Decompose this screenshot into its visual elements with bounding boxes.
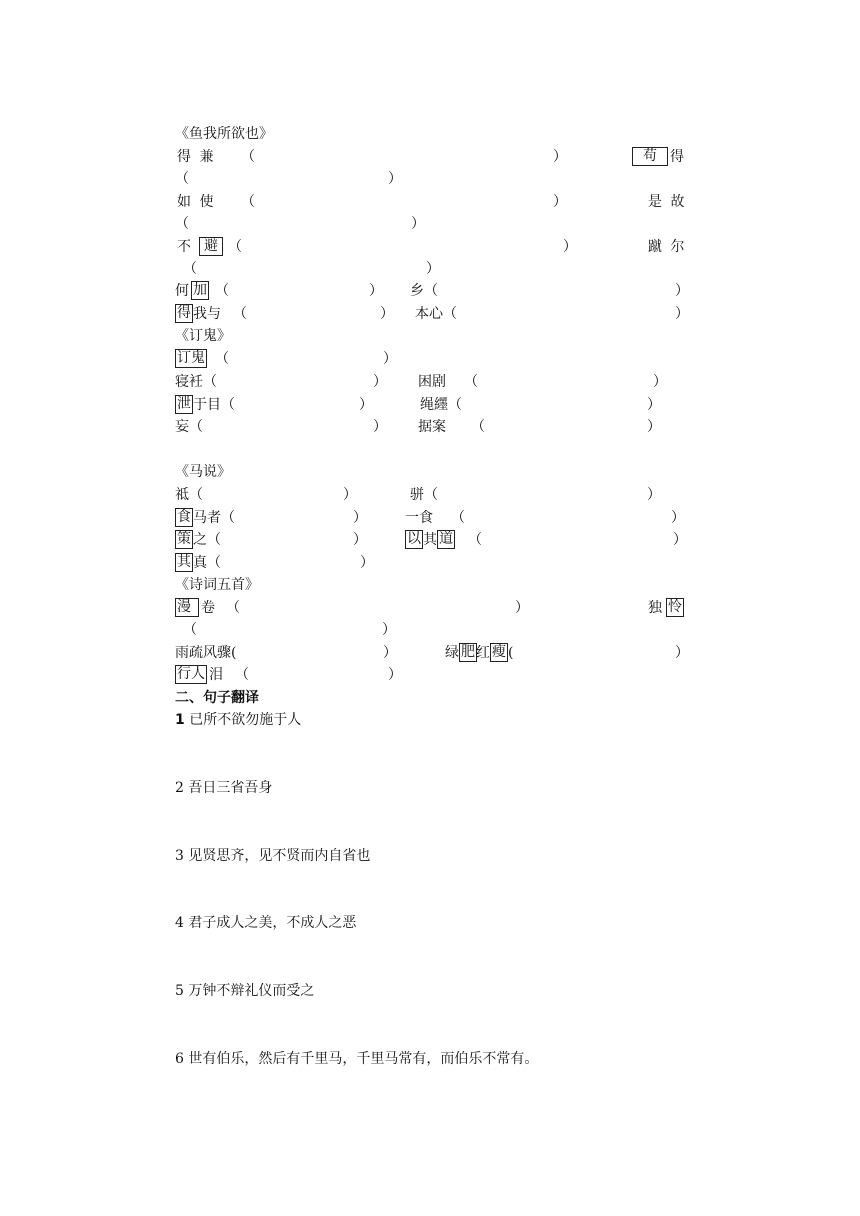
close-paren: ） <box>373 374 387 390</box>
close-paren: ） <box>382 622 396 638</box>
close-paren: ） <box>360 555 374 571</box>
vocab-row <box>175 485 687 505</box>
vocab-term: 乡（ <box>410 283 438 299</box>
close-paren: ） <box>675 306 689 322</box>
vocab-term: 真（ <box>193 555 221 571</box>
close-paren: ） <box>383 645 397 661</box>
vocab-row <box>175 304 687 324</box>
vocab-row <box>175 237 687 257</box>
vocab-row <box>175 395 687 415</box>
boxed-character: 避 <box>199 237 223 256</box>
vocab-term: 祗（ <box>175 487 203 503</box>
open-paren: （ <box>183 622 197 638</box>
translation-item <box>175 710 301 730</box>
item-text: 已所不欲勿施于人 <box>189 712 302 728</box>
translation-item <box>175 913 356 933</box>
open-paren: （ <box>235 667 249 683</box>
close-paren: ） <box>369 283 383 299</box>
vocab-row <box>175 508 687 528</box>
close-paren: ） <box>388 171 402 187</box>
vocab-term: 红 <box>476 645 490 661</box>
open-paren: （ <box>228 239 242 255</box>
open-paren: （ <box>241 194 255 210</box>
vocab-term: 据案 <box>418 419 446 435</box>
vocab-term: 泪 <box>209 667 223 683</box>
vocab-term: 本心（ <box>415 306 457 322</box>
translation-item <box>175 981 314 1001</box>
close-paren: ） <box>671 510 685 526</box>
open-paren: （ <box>215 283 229 299</box>
vocab-term: 绿 <box>445 645 459 661</box>
section-title-text: 《马说》 <box>175 464 231 480</box>
vocab-term: 独 <box>648 600 662 616</box>
vocab-term: 何 <box>175 283 189 299</box>
vocab-term: 是 故 <box>648 194 687 210</box>
close-paren: ） <box>353 510 367 526</box>
vocab-term: 寝衽（ <box>175 374 217 390</box>
boxed-character: 怜 <box>668 599 682 615</box>
vocab-term: 卷 <box>201 600 215 616</box>
close-paren: ） <box>411 216 425 232</box>
close-paren: ） <box>553 194 567 210</box>
boxed-character: 食 <box>177 509 191 525</box>
close-paren: ） <box>647 487 661 503</box>
vocab-row <box>175 349 687 369</box>
translation-item <box>175 846 370 866</box>
section-title-text: 二、句子翻译 <box>175 690 259 706</box>
vocab-row <box>175 372 687 392</box>
boxed-character: 漫 <box>175 598 199 617</box>
close-paren: ） <box>653 374 667 390</box>
close-paren: ） <box>647 397 661 413</box>
item-number: 5 <box>175 983 184 999</box>
section-title-text: 《诗词五首》 <box>175 577 259 593</box>
item-text: 万钟不辩礼仪而受之 <box>188 983 315 999</box>
close-paren: ） <box>383 351 397 367</box>
open-paren: （ <box>226 600 240 616</box>
close-paren: ） <box>353 532 367 548</box>
open-paren: ( <box>508 645 514 661</box>
close-paren: ） <box>359 397 373 413</box>
section-title-yu <box>175 124 273 144</box>
section-title-text: 《订鬼》 <box>175 328 231 344</box>
close-paren: ） <box>647 419 661 435</box>
boxed-character: 以 <box>407 531 421 547</box>
vocab-term: 妄（ <box>175 419 203 435</box>
close-paren: ） <box>675 645 689 661</box>
open-paren: （ <box>175 216 189 232</box>
boxed-character: 瘦 <box>492 644 506 660</box>
boxed-character: 策 <box>177 531 191 547</box>
open-paren: （ <box>471 419 485 435</box>
close-paren: ） <box>515 600 529 616</box>
vocab-term: 我与 <box>193 306 221 322</box>
item-text: 君子成人之美，不成人之恶 <box>188 915 357 931</box>
vocab-term: 如 使 <box>177 194 216 210</box>
section-title-translation <box>175 688 259 708</box>
item-number: 3 <box>175 848 184 864</box>
close-paren: ） <box>553 149 567 165</box>
close-paren: ） <box>426 261 440 277</box>
boxed-character: 订鬼 <box>177 350 205 366</box>
section-title-dinggui <box>175 326 231 346</box>
vocab-row <box>175 530 687 550</box>
translation-item <box>175 778 272 798</box>
boxed-character: 肥 <box>461 644 475 660</box>
item-number: 6 <box>175 1051 184 1067</box>
item-text: 世有伯乐，然后有千里马，千里马常有，而伯乐不常有。 <box>188 1051 539 1067</box>
vocab-term: 一食 <box>405 510 433 526</box>
boxed-character: 道 <box>439 531 453 547</box>
vocab-row <box>175 553 687 573</box>
item-number: 1 <box>175 712 185 728</box>
section-title-shici <box>175 575 259 595</box>
item-text: 见贤思齐，见不贤而内自省也 <box>188 848 371 864</box>
open-paren: （ <box>215 351 229 367</box>
vocab-term: 困剧 <box>418 374 446 390</box>
item-number: 2 <box>175 780 184 796</box>
vocab-row <box>175 598 687 618</box>
vocab-term: 得 兼 <box>177 149 216 165</box>
open-paren: （ <box>233 306 247 322</box>
close-paren: ） <box>373 419 387 435</box>
vocab-row <box>175 192 687 212</box>
open-paren: （ <box>451 510 465 526</box>
vocab-term: 骈（ <box>410 487 438 503</box>
open-paren: （ <box>175 171 189 187</box>
vocab-term: 蹴 尔 <box>648 239 687 255</box>
vocab-term: 之（ <box>193 532 221 548</box>
close-paren: ） <box>343 487 357 503</box>
open-paren: （ <box>464 374 478 390</box>
vocab-row <box>175 643 687 663</box>
vocab-row <box>175 417 687 437</box>
boxed-character: 泄 <box>177 396 191 412</box>
item-text: 吾日三省吾身 <box>188 780 273 796</box>
vocab-row <box>175 281 687 301</box>
open-paren: （ <box>468 532 482 548</box>
vocab-term: 得 <box>670 149 684 165</box>
vocab-row <box>175 147 687 167</box>
close-paren: ） <box>675 283 689 299</box>
boxed-character: 行人 <box>177 666 205 682</box>
boxed-character: 苟 <box>632 147 668 166</box>
section-title-text: 《鱼我所欲也》 <box>175 126 273 142</box>
close-paren: ） <box>673 532 687 548</box>
vocab-term: 不 <box>177 239 191 255</box>
vocab-term: 其 <box>423 532 437 548</box>
vocab-row <box>175 665 687 685</box>
vocab-term: 马者（ <box>193 510 235 526</box>
close-paren: ） <box>388 667 402 683</box>
vocab-term: 于目（ <box>193 397 235 413</box>
close-paren: ） <box>563 239 577 255</box>
translation-item <box>175 1049 538 1069</box>
boxed-character: 得 <box>177 305 191 321</box>
vocab-term: 雨疏风骤( <box>175 645 237 661</box>
open-paren: （ <box>183 261 197 277</box>
vocab-term: 绳纆（ <box>420 397 462 413</box>
item-number: 4 <box>175 915 184 931</box>
boxed-character: 加 <box>193 282 207 298</box>
close-paren: ） <box>380 306 394 322</box>
section-title-mashuo <box>175 462 231 482</box>
boxed-character: 其 <box>177 554 191 570</box>
open-paren: （ <box>241 149 255 165</box>
